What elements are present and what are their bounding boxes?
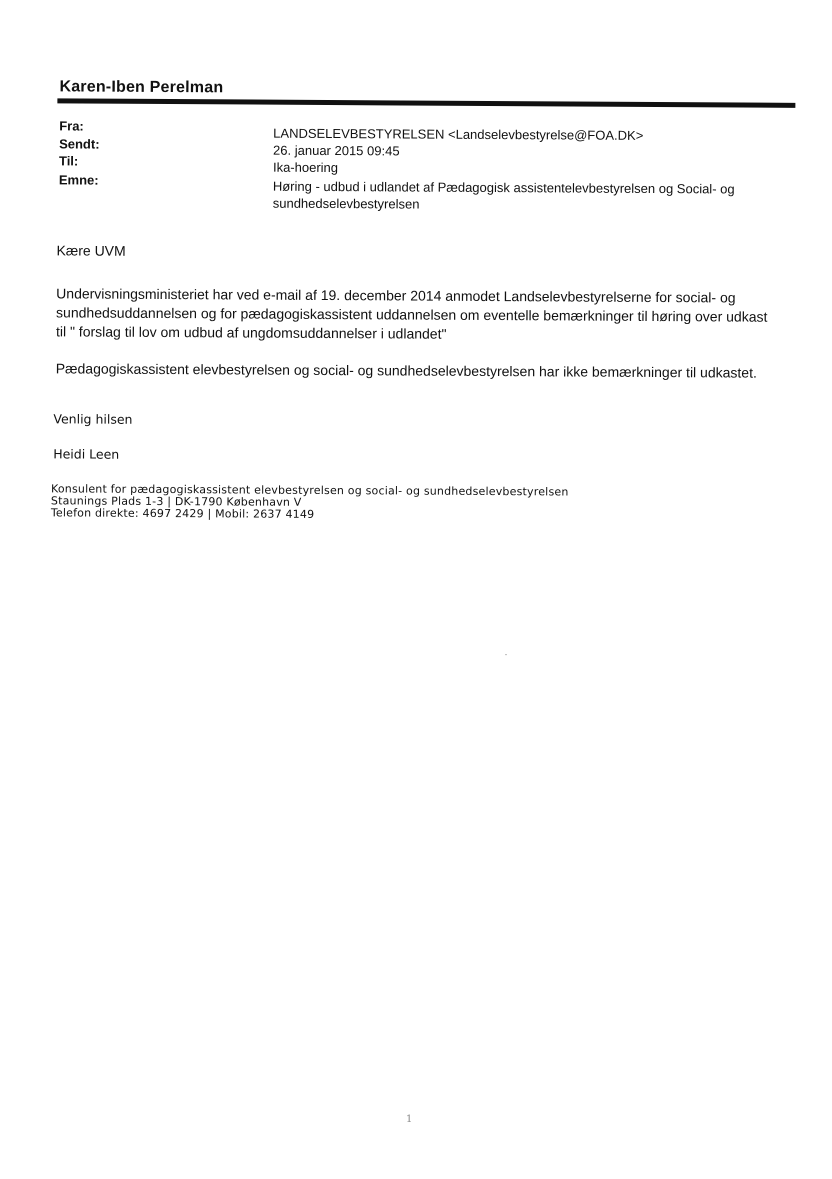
sent-label: Sendt:	[59, 136, 100, 152]
sender-name: Karen-Iben Perelman	[59, 78, 224, 97]
to-label: Til:	[58, 153, 79, 169]
page-number: 1	[406, 1114, 413, 1125]
from-value: LANDSELEVBESTYRELSEN <Landselevbestyrelse@FOA.DK>	[273, 125, 644, 143]
subject-line-1: Høring - udbud i udlandet af Pædagogisk assistentelevbestyrelsen og Social- og	[272, 178, 735, 197]
closing: Venlig hilsen	[53, 411, 133, 427]
subject-line-2: sundhedselevbestyrelsen	[272, 195, 420, 212]
paragraph-1-line-2: sundhedsuddannelsen og for pædagogiskassistent uddannelsen om eventelle bemærkninger til høring over udkast	[56, 304, 768, 325]
signature-name: Heidi Leen	[53, 446, 120, 462]
paragraph-1-line-3: til " forslag til lov om udbud af ungdomsuddannelser i udlandet"	[55, 323, 447, 342]
from-label: Fra:	[59, 118, 84, 134]
subject-label: Emne:	[58, 172, 99, 188]
paragraph-1	[56, 284, 776, 345]
salutation: Kære UVM	[56, 242, 126, 259]
header-rule	[57, 98, 795, 108]
signature-address: Staunings Plads 1-3 | DK-1790 København V	[50, 494, 302, 509]
paragraph-1-line-1: Undervisningsministeriet har ved e-mail af 19. december 2014 anmodet Landselevbestyrelserne for social- og	[56, 285, 736, 306]
scan-speck	[505, 654, 507, 655]
paragraph-2: Pædagogiskassistent elevbestyrelsen og social- og sundhedselevbestyrelsen har ikke bemærkninger til udkastet.	[55, 360, 757, 381]
signature-block	[51, 483, 569, 522]
to-value: Ika-hoering	[272, 159, 339, 176]
signature-phone: Telefon direkte: 4697 2429 | Mobil: 2637 4149	[50, 506, 315, 521]
signature-title: Konsulent for pædagogiskassistent elevbestyrelsen og social- og sundhedselevbestyrelsen	[50, 482, 569, 499]
sent-value: 26. januar 2015 09:45	[273, 142, 400, 159]
